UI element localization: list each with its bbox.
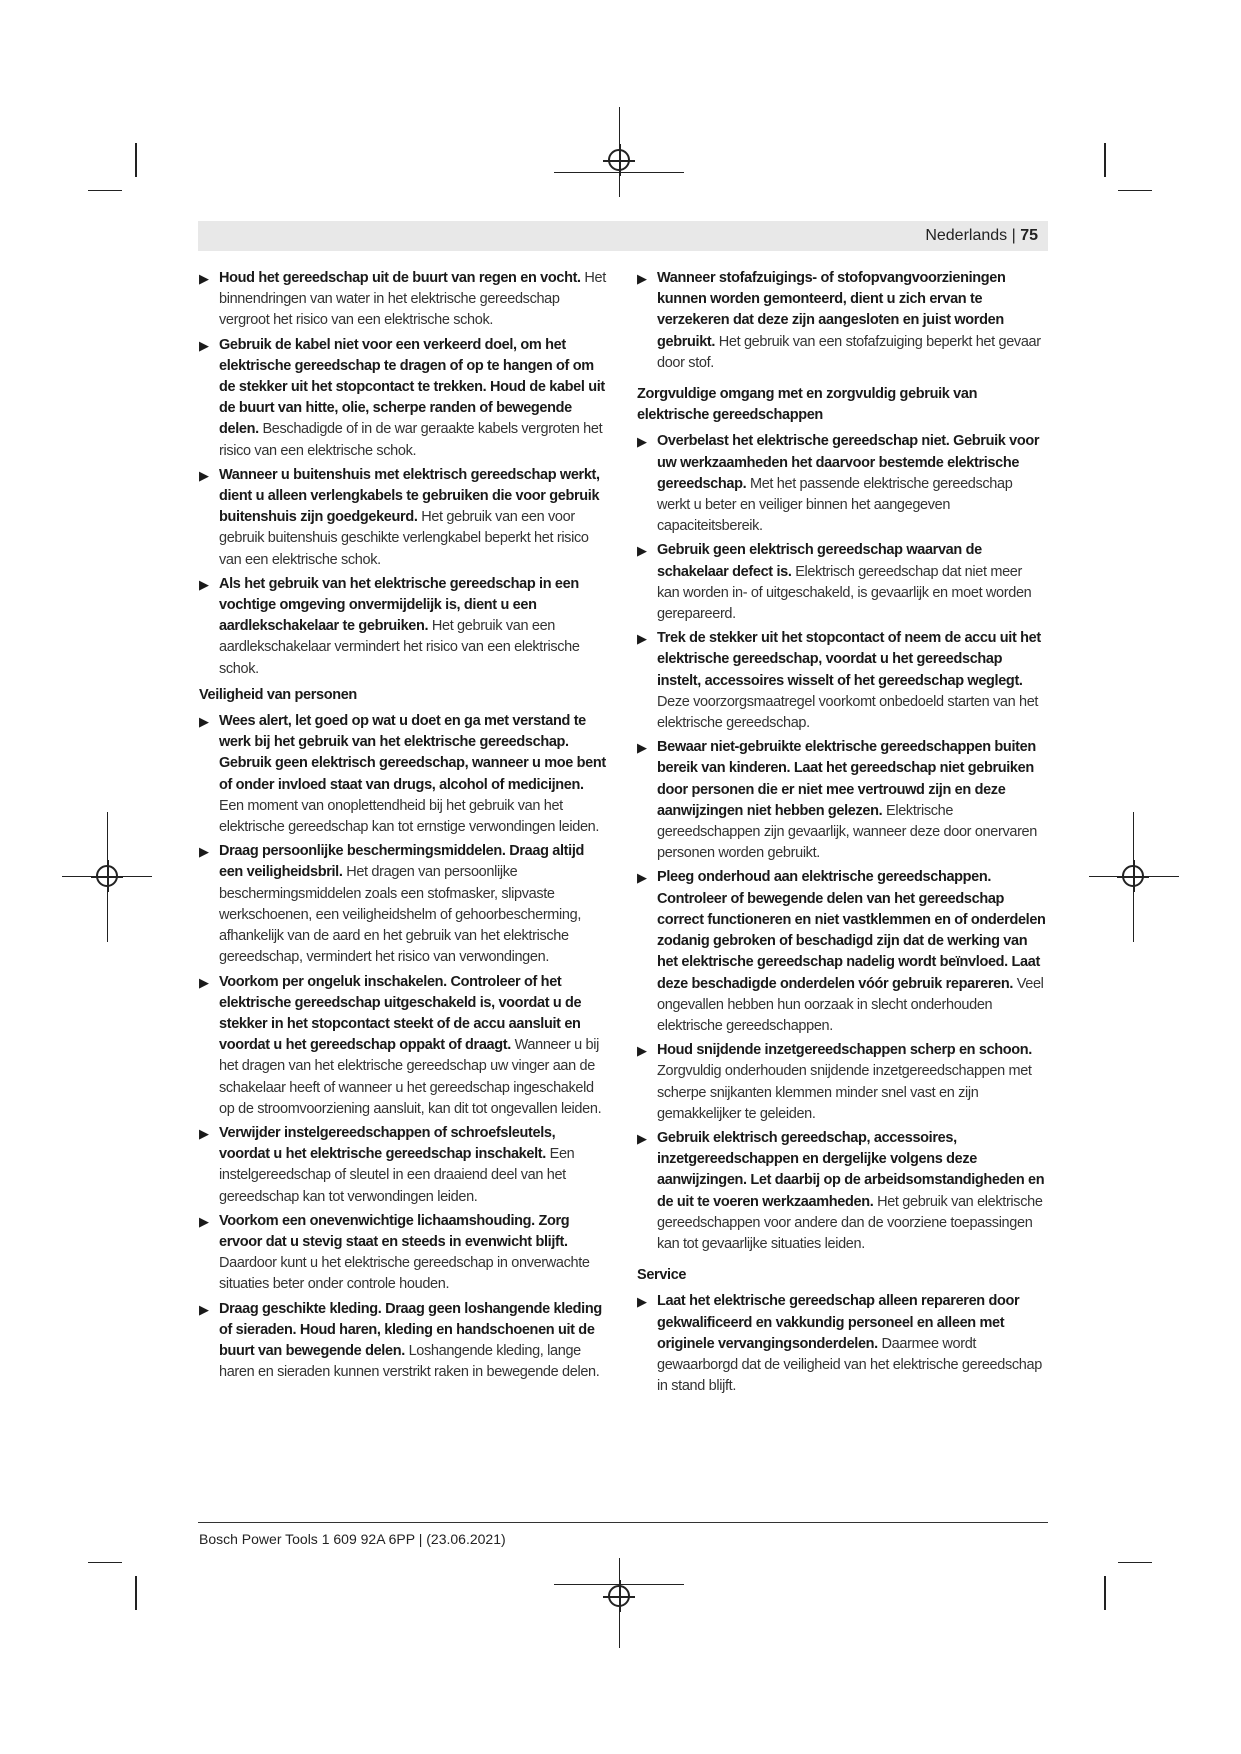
list-item	[199, 841, 609, 968]
bullet-triangle-icon: ▶	[637, 1130, 647, 1146]
bullet-triangle-icon: ▶	[199, 576, 209, 592]
crop-mark	[88, 1562, 122, 1563]
section-heading-personal: Veiligheid van personen	[199, 686, 357, 703]
page-number: 75	[1020, 227, 1038, 244]
header-separator: |	[1011, 227, 1016, 244]
item-text: Het gebruik van een voor gebruik buitenshuis geschikte verlengkabel beperkt het risico van een elektrische schok.	[219, 509, 589, 568]
item-bold-text: Bewaar niet-gebruikte elektrische gereedschappen buiten bereik van kinderen. Laat het gereedschap niet gebruiken door personen die er niet mee vertrouwd zijn en deze aanwijzingen niet hebben gelezen.	[657, 739, 1036, 819]
header-language: Nederlands	[925, 227, 1008, 244]
list-item	[637, 540, 1047, 625]
item-bold-text: Voorkom per ongeluk inschakelen. Controleer of het elektrische gereedschap uitgeschakeld is, voordat u de stekker in het stopcontact steekt of de accu aansluit en voordat u het gereedschap oppakt of draagt.	[219, 973, 582, 1054]
bullet-triangle-icon: ▶	[199, 844, 209, 860]
item-bold-text: Houd snijdende inzetgereedschappen scherp en schoon.	[657, 1042, 1032, 1059]
item-text: Veel ongevallen hebben hun oorzaak in slecht onderhouden elektrische gereedschappen.	[657, 975, 1044, 1034]
item-text: Wanneer u bij het dragen van het elektrische gereedschap uw vinger aan de schakelaar heeft of wanneer u het gereedschap ingeschakeld op de stroomvoorziening aansluit, kan dit tot ongevallen leiden.	[219, 1037, 602, 1117]
item-text: Het gebruik van een stofafzuiging beperkt het gevaar door stof.	[657, 333, 1041, 371]
list-item	[199, 335, 609, 462]
list-item	[637, 1291, 1047, 1397]
item-text: Elektrische gereedschappen zijn gevaarlijk, wanneer deze door onervaren personen worden gebruikt.	[657, 802, 1037, 862]
list-item	[199, 972, 609, 1120]
item-text: Beschadigde of in de war geraakte kabels vergroten het risico van een elektrische schok.	[219, 421, 603, 459]
item-text: Het binnendringen van water in het elektrische gereedschap vergroot het risico van een elektrische schok.	[219, 270, 606, 329]
section-heading-service: Service	[637, 1267, 687, 1284]
crop-mark	[1104, 1576, 1106, 1610]
item-bold-text: Als het gebruik van het elektrische gereedschap in een vochtige omgeving onvermijdelijk is, dient u een aardlekschakelaar te gebruiken.	[219, 575, 579, 635]
item-bold-text: Voorkom een onevenwichtige lichaamshouding. Zorg ervoor dat u stevig staat en steeds in evenwicht blijft.	[219, 1212, 570, 1250]
list-item	[637, 867, 1047, 1037]
right-column	[637, 268, 1047, 1400]
list-item	[637, 1128, 1047, 1255]
item-bold-text: Houd het gereedschap uit de buurt van regen en vocht.	[219, 270, 581, 286]
bullet-triangle-icon: ▶	[637, 1043, 647, 1059]
list-item	[199, 1211, 609, 1296]
bullet-triangle-icon: ▶	[637, 870, 647, 886]
bullet-triangle-icon: ▶	[637, 543, 647, 559]
crop-mark	[135, 143, 137, 177]
bullet-triangle-icon: ▶	[637, 434, 647, 450]
list-item	[199, 268, 609, 332]
item-text: Het gebruik van een aardlekschakelaar vermindert het risico van een elektrische schok.	[219, 618, 580, 677]
bullet-triangle-icon: ▶	[199, 974, 209, 990]
item-bold-text: Laat het elektrische gereedschap alleen repareren door gekwalificeerd en vakkundig personeel en alleen met originele vervangingsonderdelen.	[657, 1293, 1020, 1352]
page-header	[198, 221, 1048, 251]
list-item	[637, 628, 1047, 734]
crop-mark	[1118, 1562, 1152, 1563]
list-item	[199, 1299, 609, 1384]
item-text: Het dragen van persoonlijke beschermingsmiddelen zoals een stofmasker, slipvaste werkschoenen, een veiligheidshelm of gehoorbescherming, afhankelijk van de aard en het gebruik van het elektrische gereedschap, vermindert het risico van verwondingen.	[219, 864, 582, 966]
item-bold-text: Pleeg onderhoud aan elektrische gereedschappen. Controleer of bewegende delen van het gereedschap correct functioneren en niet vastklemmen en of onderdelen zodanig gebroken of beschadigd zijn dat de werking van het elektrische gereedschap nadelig wordt beïnvloed. Laat deze beschadigde onderdelen vóór gebruik repareren.	[657, 869, 1046, 992]
item-text: Een moment van onoplettendheid bij het gebruik van het elektrische gereedschap kan tot ernstige verwondingen leiden.	[219, 797, 600, 836]
footer-rule	[198, 1522, 1048, 1523]
left-column	[199, 268, 609, 1386]
list-item	[199, 1123, 609, 1208]
crop-mark	[135, 1576, 137, 1610]
item-text: Loshangende kleding, lange haren en sieraden kunnen verstrikt raken in bewegende delen.	[219, 1342, 600, 1381]
bullet-triangle-icon: ▶	[199, 1125, 209, 1141]
item-text: Deze voorzorgsmaatregel voorkomt onbedoeld starten van het elektrische gereedschap.	[657, 693, 1039, 732]
item-text: Het gebruik van elektrische gereedschappen voor andere dan de voorziene toepassingen kan tot gevaarlijke situaties leiden.	[657, 1193, 1043, 1252]
list-item	[199, 711, 609, 838]
header-label	[925, 227, 1038, 245]
bullet-triangle-icon: ▶	[199, 1301, 209, 1317]
bullet-triangle-icon: ▶	[637, 271, 647, 286]
item-bold-text: Wees alert, let goed op wat u doet en ga met verstand te werk bij het gebruik van het elektrische gereedschap. Gebruik geen elektrisch gereedschap, wanneer u moe bent of onder invloed staat van drugs, alcohol of medicijnen.	[219, 713, 606, 793]
item-bold-text: Draag persoonlijke beschermingsmiddelen. Draag altijd een veiligheidsbril.	[219, 843, 585, 881]
list-item	[199, 465, 609, 571]
bullet-triangle-icon: ▶	[199, 337, 209, 353]
item-bold-text: Wanneer stofafzuigings- of stofopvangvoorzieningen kunnen worden gemonteerd, dient u zich ervan te verzekeren dat deze zijn aangesloten en juist worden gebruikt.	[657, 270, 1006, 350]
bullet-triangle-icon: ▶	[199, 1213, 209, 1229]
section-heading-care: Zorgvuldige omgang met en zorgvuldig gebruik van elektrische gereedschappen	[637, 386, 978, 424]
item-bold-text: Gebruik de kabel niet voor een verkeerd doel, om het elektrische gereedschap te dragen of op te hangen of om de stekker uit het stopcontact te trekken. Houd de kabel uit de buurt van hitte, olie, scherpe randen of bewegende delen.	[219, 336, 605, 438]
item-bold-text: Gebruik elektrisch gereedschap, accessoires, inzetgereedschappen en dergelijke volgens deze aanwijzingen. Let daarbij op de arbeidsomstandigheden en de uit te voeren werkzaamheden.	[657, 1129, 1045, 1210]
registration-mark-icon	[608, 1585, 630, 1607]
item-bold-text: Wanneer u buitenshuis met elektrisch gereedschap werkt, dient u alleen verlengkabels te gebruiken die voor gebruik buitenshuis zijn goedgekeurd.	[219, 466, 600, 526]
item-text: Daardoor kunt u het elektrische gereedschap in onverwachte situaties beter onder controle houden.	[219, 1255, 590, 1293]
item-text: Elektrisch gereedschap dat niet meer kan worden in- of uitgeschakeld, is gevaarlijk en moet worden gerepareerd.	[657, 563, 1032, 623]
item-text: Met het passende elektrische gereedschap werkt u beter en veiliger binnen het aangegeven capaciteitsbereik.	[657, 475, 1013, 535]
bullet-triangle-icon: ▶	[637, 631, 647, 647]
registration-mark-icon	[96, 865, 118, 887]
bullet-triangle-icon: ▶	[199, 714, 209, 730]
crop-mark	[1118, 190, 1152, 191]
item-bold-text: Verwijder instelgereedschappen of schroefsleutels, voordat u het elektrische gereedschap inschakelt.	[219, 1124, 556, 1163]
list-item	[199, 574, 609, 680]
item-bold-text: Gebruik geen elektrisch gereedschap waarvan de schakelaar defect is.	[657, 542, 982, 580]
bullet-triangle-icon: ▶	[637, 1294, 647, 1310]
registration-mark-icon	[608, 149, 630, 171]
item-text: Daarmee wordt gewaarborgd dat de veiligheid van het elektrische gereedschap in stand blijft.	[657, 1335, 1042, 1395]
item-text: Een instelgereedschap of sleutel in een draaiend deel van het gereedschap kan tot verwondingen leiden.	[219, 1146, 575, 1205]
item-bold-text: Trek de stekker uit het stopcontact of neem de accu uit het elektrische gereedschap, voordat u het gereedschap instelt, accessoires wisselt of het gereedschap weglegt.	[657, 630, 1041, 689]
bullet-triangle-icon: ▶	[199, 271, 209, 286]
registration-mark-icon	[1122, 865, 1144, 887]
list-item	[637, 737, 1047, 864]
footer-text: Bosch Power Tools 1 609 92A 6PP | (23.06.2021)	[199, 1531, 506, 1547]
item-bold-text: Overbelast het elektrische gereedschap niet. Gebruik voor uw werkzaamheden het daarvoor bestemde elektrische gereedschap.	[657, 433, 1040, 492]
list-item	[637, 431, 1047, 537]
bullet-triangle-icon: ▶	[637, 740, 647, 756]
list-item	[637, 1040, 1047, 1125]
item-bold-text: Draag geschikte kleding. Draag geen loshangende kleding of sieraden. Houd haren, kleding en handschoenen uit de buurt van bewegende delen.	[219, 1300, 602, 1359]
list-item	[637, 268, 1047, 374]
item-text: Zorgvuldig onderhouden snijdende inzetgereedschappen met scherpe snijkanten klemmen minder snel vast en zijn gemakkelijker te geleiden.	[657, 1063, 1032, 1122]
crop-mark	[1104, 143, 1106, 177]
crop-mark	[88, 190, 122, 191]
bullet-triangle-icon: ▶	[199, 467, 209, 483]
